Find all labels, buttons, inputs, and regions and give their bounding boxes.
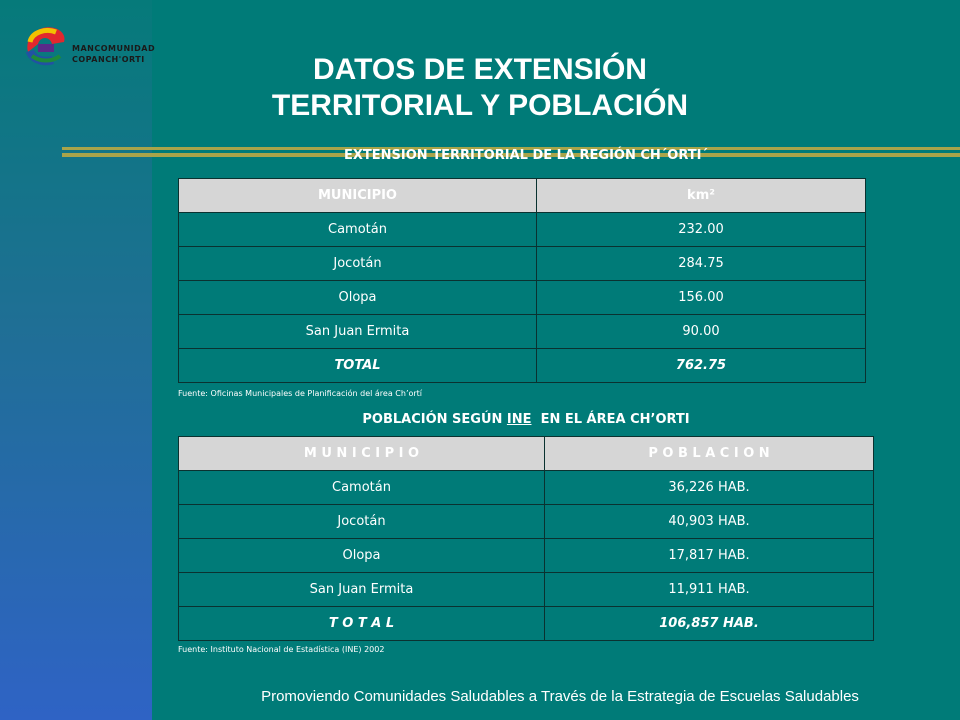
side-gradient-band	[0, 0, 152, 720]
extension-source-note: Fuente: Oficinas Municipales de Planificación del área Ch’ortí	[178, 389, 423, 398]
poblacion-heading-tail: EN EL ÁREA CH’ORTI	[531, 412, 690, 427]
title-line1: DATOS DE EXTENSIÓN	[313, 53, 647, 86]
extension-table	[178, 178, 866, 383]
logo	[22, 22, 172, 72]
table-row	[179, 315, 866, 349]
table-row	[179, 213, 866, 247]
table-cell: 156.00	[537, 281, 866, 315]
column-header: MUNICIPIO	[179, 179, 537, 213]
table-header-row	[179, 437, 874, 471]
table-header-row	[179, 179, 866, 213]
poblacion-heading-ine: INE	[506, 412, 532, 427]
table-cell: Olopa	[179, 539, 545, 573]
table-cell: Jocotán	[179, 505, 545, 539]
poblacion-table	[178, 436, 874, 641]
table-cell: 11,911 HAB.	[545, 573, 874, 607]
table-cell: Camotán	[179, 471, 545, 505]
table-cell: 232.00	[537, 213, 866, 247]
table-cell: 40,903 HAB.	[545, 505, 874, 539]
column-header: km²	[537, 179, 866, 213]
poblacion-heading	[176, 412, 876, 427]
table-cell: Jocotán	[179, 247, 537, 281]
table-row	[179, 247, 866, 281]
table-row	[179, 505, 874, 539]
column-header: M U N I C I P I O	[179, 437, 545, 471]
page-title	[200, 52, 760, 124]
total-label: T O T A L	[179, 607, 545, 641]
table-row	[179, 471, 874, 505]
logo-text-line2: COPANCH'ORTI	[72, 55, 145, 64]
total-value: 762.75	[537, 349, 866, 383]
extension-heading: EXTENSION TERRITORIAL DE LA REGIÓN CH´ORTI´	[344, 148, 708, 163]
column-header: P O B L A C I O N	[545, 437, 874, 471]
logo-emblem-icon	[22, 22, 70, 68]
table-row	[179, 281, 866, 315]
title-line2: TERRITORIAL Y POBLACIÓN	[271, 89, 689, 122]
poblacion-heading-text: POBLACIÓN SEGÚN	[362, 412, 507, 427]
footer-slogan: Promoviendo Comunidades Saludables a Través de la Estrategia de Escuelas Saludables	[261, 688, 859, 705]
table-cell: 36,226 HAB.	[545, 471, 874, 505]
table-cell: San Juan Ermita	[179, 315, 537, 349]
table-cell: 284.75	[537, 247, 866, 281]
table-row	[179, 573, 874, 607]
table-cell: San Juan Ermita	[179, 573, 545, 607]
total-label: TOTAL	[179, 349, 537, 383]
table-cell: 17,817 HAB.	[545, 539, 874, 573]
table-row	[179, 539, 874, 573]
table-cell: 90.00	[537, 315, 866, 349]
total-value: 106,857 HAB.	[545, 607, 874, 641]
poblacion-source-note: Fuente: Instituto Nacional de Estadística (INE) 2002	[178, 645, 385, 654]
table-total-row	[179, 349, 866, 383]
table-cell: Olopa	[179, 281, 537, 315]
table-cell: Camotán	[179, 213, 537, 247]
table-total-row	[179, 607, 874, 641]
logo-text-line1: MANCOMUNIDAD	[72, 44, 156, 53]
